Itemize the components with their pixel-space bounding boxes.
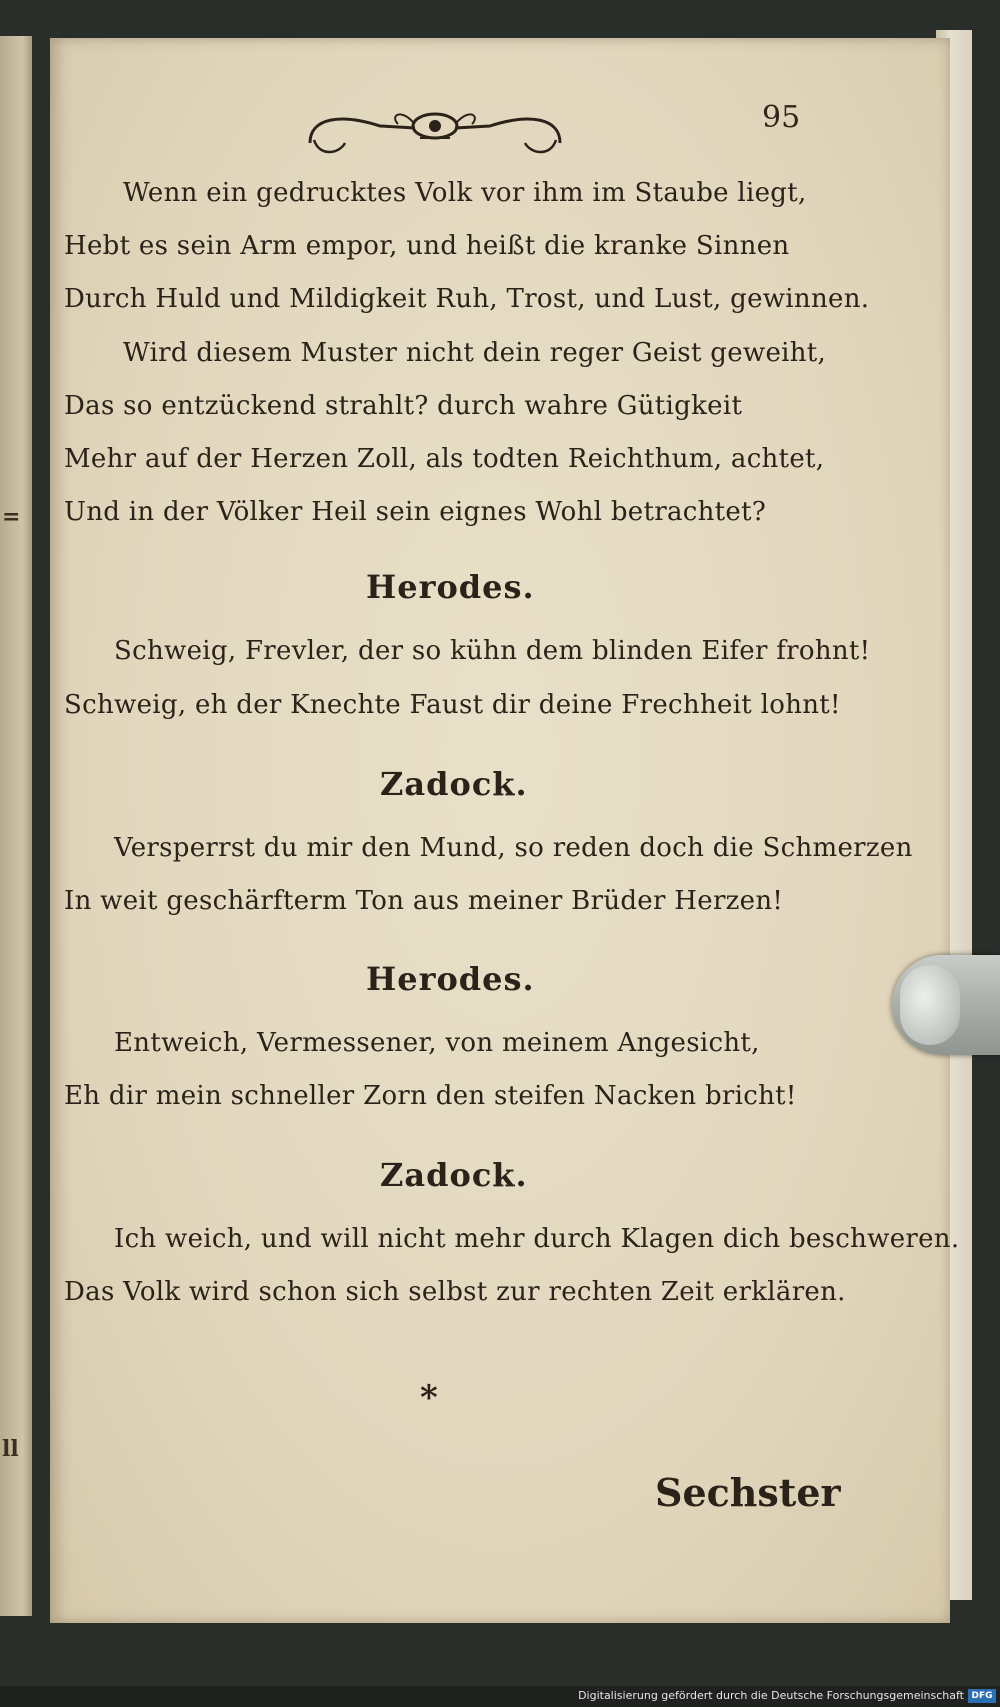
page-number: 95 [762, 100, 801, 135]
footer-bar [0, 1686, 1000, 1707]
header-ornament-icon [300, 98, 570, 168]
verse-line: Schweig, eh der Knechte Faust dir deine Frechheit lohnt! [64, 690, 841, 720]
verse-line: Hebt es sein Arm empor, und heißt die kranke Sinnen [64, 231, 790, 261]
previous-page-fragment: ll [2, 1436, 19, 1462]
previous-page-edge [0, 36, 32, 1616]
clip-knob [900, 965, 960, 1045]
verse-line: Ich weich, und will nicht mehr durch Klagen dich beschweren. [114, 1224, 960, 1254]
funding-notice: Digitalisierung gefördert durch die Deutsche Forschungsgemeinschaft [578, 1689, 964, 1702]
verse-line: Versperrst du mir den Mund, so reden doch die Schmerzen [114, 833, 913, 863]
verse-line: Das Volk wird schon sich selbst zur rechten Zeit erklären. [64, 1277, 846, 1307]
verse-line: Durch Huld und Mildigkeit Ruh, Trost, und Lust, gewinnen. [64, 284, 870, 314]
verse-line: Wird diesem Muster nicht dein reger Geist geweiht, [123, 338, 827, 368]
verse-line: Wenn ein gedrucktes Volk vor ihm im Staube liegt, [123, 178, 807, 208]
verse-line: Schweig, Frevler, der so kühn dem blinden Eifer frohnt! [114, 636, 871, 666]
speaker-heading: Herodes. [366, 568, 535, 606]
dfg-logo-icon: DFG [968, 1689, 996, 1703]
section-asterisk: * [420, 1378, 438, 1418]
verse-line: Mehr auf der Herzen Zoll, als todten Reichthum, achtet, [64, 444, 825, 474]
verse-line: Eh dir mein schneller Zorn den steifen Nacken bricht! [64, 1081, 797, 1111]
book-page [50, 38, 960, 1623]
speaker-heading: Zadock. [380, 1156, 528, 1194]
previous-page-fragment: = [2, 504, 21, 530]
speaker-heading: Zadock. [380, 765, 528, 803]
verse-line: In weit geschärfterm Ton aus meiner Brüder Herzen! [64, 886, 784, 916]
verse-line: Entweich, Vermessener, von meinem Angesicht, [114, 1028, 760, 1058]
verse-line: Das so entzückend strahlt? durch wahre Gütigkeit [64, 391, 743, 421]
catchword: Sechster [655, 1470, 841, 1515]
speaker-heading: Herodes. [366, 960, 535, 998]
page-clip [892, 955, 1000, 1055]
verse-line: Und in der Völker Heil sein eignes Wohl betrachtet? [64, 497, 767, 527]
